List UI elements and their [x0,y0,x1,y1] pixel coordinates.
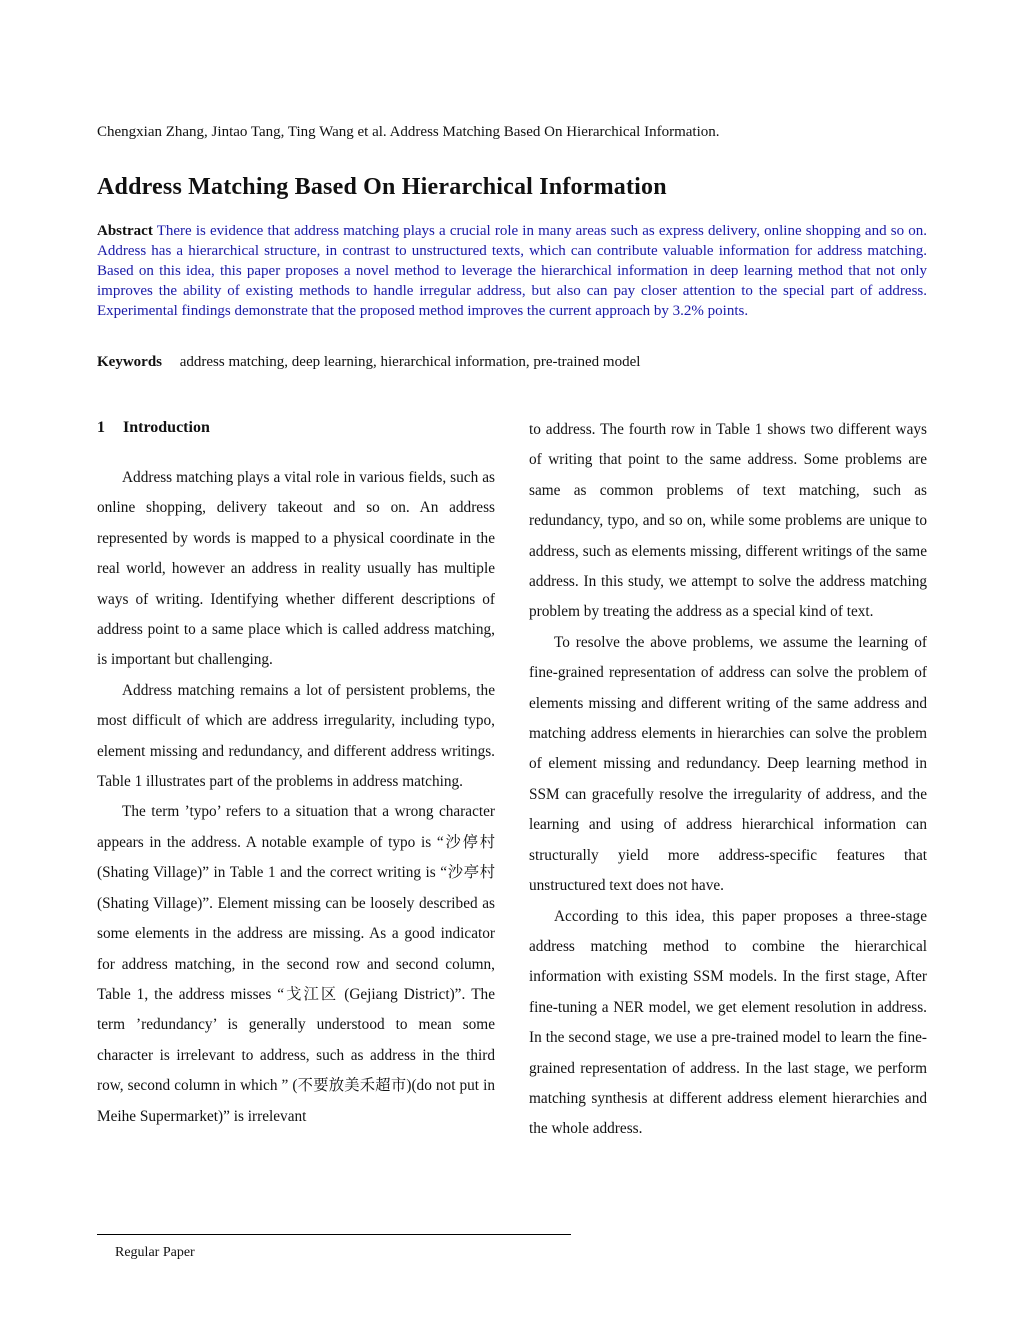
left-column [97,463,495,1132]
section-heading [97,419,210,437]
keywords-text: address matching, deep learning, hierarchical information, pre-trained model [179,354,641,370]
running-head: Chengxian Zhang, Jintao Tang, Ting Wang et al. Address Matching Based On Hierarchical Information. [97,124,720,140]
abstract [97,221,927,321]
paragraph: To resolve the above problems, we assume the learning of fine-grained representation of address can solve the problem of elements missing and different writing of the same address and matching address elements in hierarchies can solve the problem of element missing and redundancy. Deep learning method in SSM can gracefully resolve the irregularity of address, and the learning and using of address hierarchical information can structurally yield more address-specific features that unstructured text does not have. [529,633,927,895]
footer-divider [97,1234,571,1235]
footer-note: Regular Paper [115,1245,195,1260]
paragraph: to address. The fourth row in Table 1 shows two different ways of writing that point to the same address. Some problems are same as common problems of text matching, such as redundancy, typo, and so on, while some problems are unique to address, such as elements missing, different writings of the same address. In this study, we attempt to solve the address matching problem by treating the address as a special kind of text. [529,421,927,621]
abstract-label: Abstract [97,223,153,239]
section-number: 1 [97,419,105,436]
paragraph: Address matching remains a lot of persistent problems, the most difficult of which are address irregularity, including typo, element missing and redundancy, and different address writings. Table 1 illustrates part of the problems in address matching. [97,681,495,791]
paragraph: According to this idea, this paper proposes a three-stage address matching method to combine the hierarchical information with existing SSM models. In the first stage, After fine-tuning a NER model, we get element resolution in address. In the second stage, we use a pre-trained model to learn the fine-grained representation of address. In the last stage, we perform matching synthesis at different address element hierarchies and the whole address. [529,907,927,1138]
keywords-label: Keywords [97,354,162,370]
right-column [529,415,927,1145]
paragraph: Address matching plays a vital role in various fields, such as online shopping, delivery takeout and so on. An address represented by words is mapped to a physical coordinate in the real world, however an address in reality usually has multiple ways of writing. Identifying whether different descriptions of address point to a same place which is called address matching, is important but challenging. [97,469,495,669]
paragraph: The term ’typo’ refers to a situation that a wrong character appears in the address. A notable example of typo is “沙停村 (Shating Village)” in Table 1 and the correct writing is “沙亭村 (Shating Village)”. Element missing can be loosely described as some elements in the address are missing. As a good indicator for address matching, in the second row and second column, Table 1, the address misses “戈江区 (Gejiang District)”. The term ’redundancy’ is generally understood to mean some character is irrelevant to address, such as address in the third row, second column in which ” (不要放美禾超市)(do not put in Meihe Supermarket)” is irrelevant [97,803,495,1125]
abstract-text: There is evidence that address matching plays a crucial role in many areas such as express delivery, online shopping and so on. Address has a hierarchical structure, in contrast to unstructured texts, which can contribute valuable information for address matching. Based on this idea, this paper proposes a novel method to leverage the hierarchical information in deep learning method that not only improves the ability of existing methods to handle irregular address, but also can pay closer attention to the special part of address. Experimental findings demonstrate that the proposed method improves the current approach by 3.2% points. [97,223,927,319]
keywords [97,354,640,371]
paper-title: Address Matching Based On Hierarchical Information [97,174,667,200]
section-title: Introduction [123,419,210,436]
